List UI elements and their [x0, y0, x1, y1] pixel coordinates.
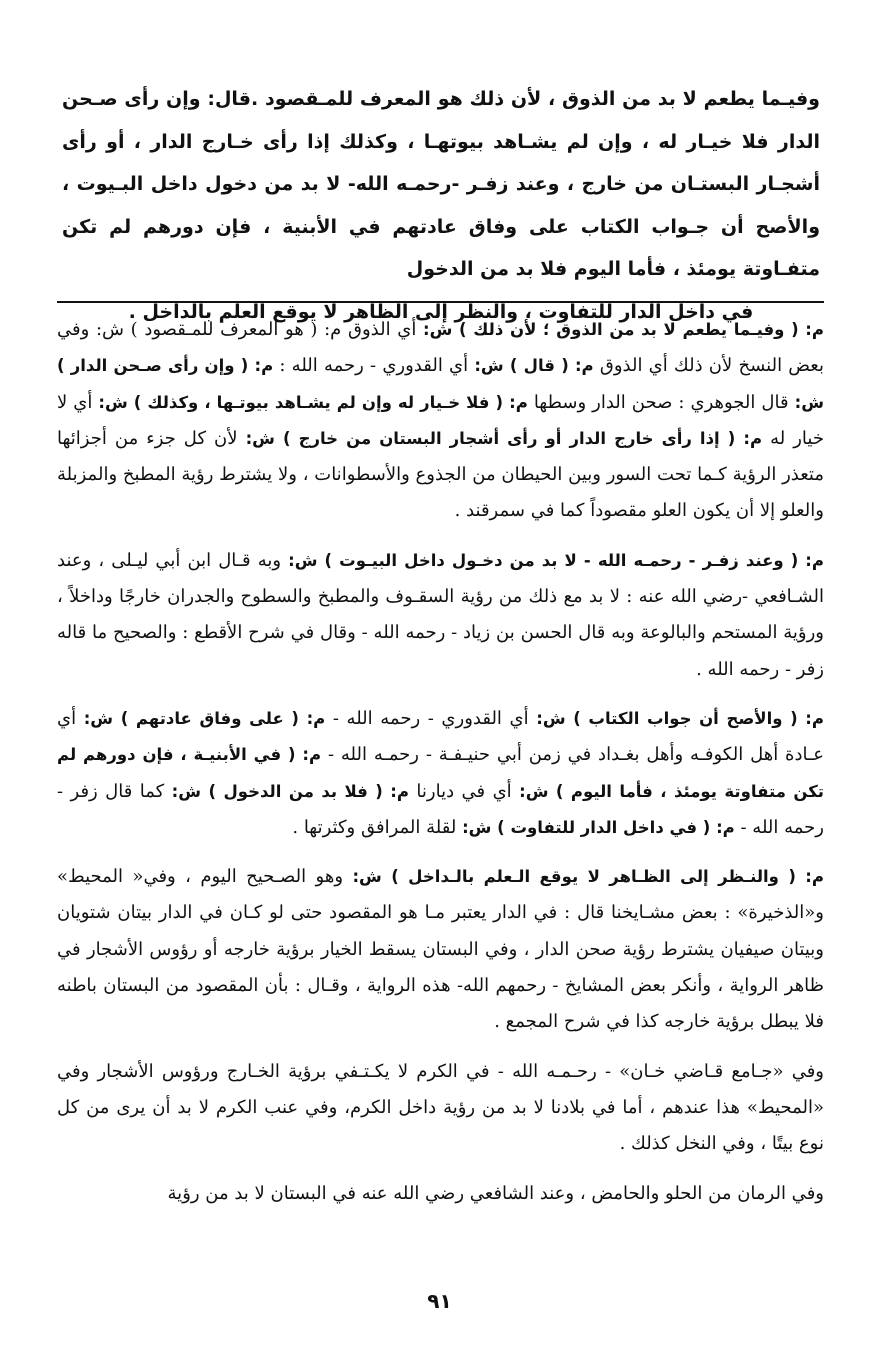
main-text-last-line: في داخل الدار للتفاوت ، والنظر إلى الظاهر لا يوقع العلم بالداخل .	[128, 300, 754, 323]
main-text-line: وفيـما يطعم لا بد من الذوق ، لأن ذلك هو المعرف للمـقصود .قال: وإن رأى صـحن الدار فلا	[62, 88, 820, 153]
commentary-text: وهو الصـحيح اليوم ، وفي« المحيط» و«الذخيرة» : بعض مشـايخنا قال : في الدار يعتبر مـا هو المقصود حتى لو كـان في الدار بيتان شتويان وبيتان صيفيان يشترط رؤية صحن الدار ، وفي البستان يسقط الخيار برؤية خارجه أو رؤوس الأشجار في ظاهر الرواية ، وأنكر بعض المشايخ - رحمهم الله- هذه الرواية ، وقـال : بأن المقصود من البستان باطنه فلا يبطل برؤية خارجه كذا في شرح المجمع .	[57, 866, 824, 1033]
quoted-text: م: ( فلا خـيار له وإن لم يشـاهد بيوتـها ، وكذلك ) ش:	[98, 392, 528, 412]
commentary-text: أي لا خيار له	[57, 391, 824, 449]
commentary-text: لقلة المرافق وكثرتها .	[292, 816, 457, 838]
commentary-text: أي عـادة أهل الكوفـه وأهل بغـداد في زمن أبي حنيـفـة - رحمـه الله -	[57, 707, 824, 766]
commentary	[57, 312, 824, 1225]
commentary-paragraph	[57, 312, 824, 530]
main-text	[62, 78, 820, 333]
commentary-text: أي القدوري - رحمه الله -	[332, 707, 529, 729]
quoted-text: م: ( قال ) ش:	[474, 356, 594, 376]
commentary-text: أي الذوق م: ( هو المعرف للمـقصود ) ش: وفي بعض النسخ لأن ذلك أي الذوق	[57, 319, 825, 377]
commentary-text: أي في ديارنا	[416, 780, 512, 802]
quoted-text: م: ( والنـظر إلى الظـاهر لا يوقع الـعلم بالـداخل ) ش:	[352, 867, 825, 887]
commentary-paragraph	[57, 701, 824, 846]
commentary-text: قال الجوهري : صحن الدار وسطها	[533, 391, 789, 413]
quoted-text: م: ( والأصح أن جواب الكتاب ) ش:	[536, 708, 824, 728]
main-text-line: على وفاق عادتهم في الأبنية ، فإن دورهم لم تكن متفـاوتة يومئذ ، فأما اليوم فلا بد من الدخول	[62, 215, 820, 280]
quoted-text: م: ( وعند زفـر - رحمـه الله - لا بد من دخـول داخل البيـوت ) ش:	[288, 550, 824, 570]
commentary-paragraph	[57, 859, 824, 1040]
quoted-text: م: ( وإن رأى صـحن الدار ) ش:	[57, 356, 824, 412]
commentary-text: كما قال زفر - رحمه الله -	[57, 780, 824, 838]
quoted-text: م: ( وفيـما يطعم لا بد من الذوق ؛ لأن ذلك ) ش:	[423, 320, 824, 339]
main-text-line: خيـار له ، وإن لم يشـاهد بيوتهـا ، وكذلك إذا رأى خـارج الدار ، أو رأى أشجـار البستـان من	[62, 130, 821, 195]
commentary-text: وبه قـال ابن أبي ليـلى ، وعند الشـافعي -رضي الله عنه : لا بد مع ذلك من رؤية السقـوف والمطبخ والسطوح والجدران خارجًا وداخلاً ، ورؤية المستحم والبالوعة وبه قال الحسن بن زياد - رحمه الله - وقال في شرح الأقطع : والصحيح ما قاله زفر - رحمه الله .	[57, 549, 824, 680]
commentary-text: أي القدوري - رحمه الله :	[279, 355, 469, 377]
commentary-text: وفي الرمان من الحلو والحامض ، وعند الشافعي رضي الله عنه في البستان لا بد من رؤية	[167, 1182, 824, 1204]
page-number: ٩١	[427, 1289, 452, 1313]
quoted-text: م: ( إذا رأى خارج الدار أو رأى أشجار البستان من خارج ) ش:	[245, 428, 763, 448]
quoted-text: م: ( على وفاق عادتهم ) ش:	[83, 708, 326, 728]
main-text-line: خارج ، وعند زفـر -رحمـه الله- لا بد من دخول داخل البـيوت ، والأصح أن جـواب الكتاب	[62, 173, 820, 238]
commentary-text: وفي «جـامع قـاضي خـان» - رحـمـه الله - في الكرم لا يكـتـفي برؤية الخـارج ورؤوس الأشجار وفي «المحيط» هذا عندهم ، أما في بلادنا لا بد من رؤية داخل الكرم، وفي عنب الكرم لا بد أن يرى من كل نوع بيتًا ، وفي النخل كذلك .	[57, 1060, 824, 1155]
separator-rule	[57, 301, 824, 303]
quoted-text: م: ( في داخل الدار للتفاوت ) ش:	[462, 817, 735, 837]
commentary-paragraph	[57, 1176, 824, 1212]
quoted-text: م: ( فلا بد من الدخول ) ش:	[171, 781, 409, 801]
commentary-paragraph	[57, 1054, 824, 1163]
commentary-paragraph	[57, 543, 824, 688]
quoted-text: م: ( في الأبنيـة ، فإن دورهم لم تكن متفاوتة يومئذ ، فأما اليوم ) ش:	[57, 745, 824, 801]
commentary-text: لأن كل جزء من أجزائها متعذر الرؤية كـما تحت السور وبين الحيطان من الجذوع والأسطوانات ، ولا يشترط رؤية المطبخ والمزبلة والعلو إلا أن يكون العلو مقصوداً كما في سمرقند .	[57, 427, 824, 522]
